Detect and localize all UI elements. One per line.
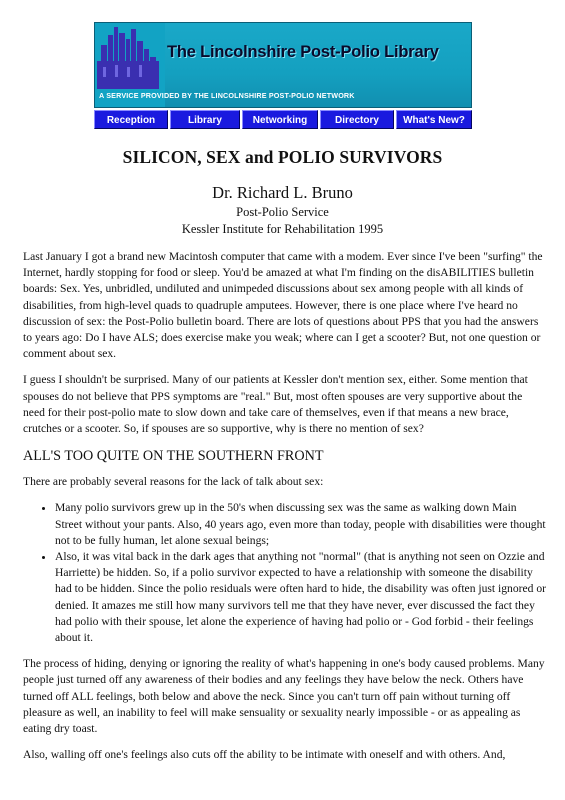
section-heading: ALL'S TOO QUITE ON THE SOUTHERN FRONT xyxy=(23,448,324,465)
list-item: • Also, it was vital back in the dark ages that anything not "normal" (that is anything not seen on Ozzie and Harriette) be hidden. So, if a polio survivor expected to have a relationship with someone the disability had to be hidden. Since the polio residuals were often hard to hide, the disability was often just ignored or denied. It amazes me still how many survivors tell me that they have never, ever discussed the fact they had polio with their spouse, let alone the experience of having had polio or - God forbid - their feelings about it. xyxy=(55,549,546,646)
nav-whats-new[interactable]: What's New? xyxy=(396,110,472,129)
nav-library[interactable]: Library xyxy=(170,110,240,129)
paragraph: Also, walling off one's feelings also cuts off the ability to be intimate with oneself and with others. And, xyxy=(23,748,506,762)
nav-reception[interactable]: Reception xyxy=(94,110,168,129)
paragraph: Last January I got a brand new Macintosh computer that came with a modem. Ever since I've been "surfing" the Internet, hardly stopping for food or sleep. You'd be amazed at what I'm finding on the disABILITIES bulletin boards: Sex. Yes, unbridled, undiluted and unimpeded discussions about sex among people with all kinds of disabilities, from high-level quads to quadruple amputees. However, there is one place where I've heard no discussion of sex: the Post-Polio bulletin board. There are lots of questions about PPS that you had the answers to years ago: Do I have ALS; does exercise make you weak; where can I get a scooter? But, not one question or comment about sex. xyxy=(23,250,543,361)
list-item: • Many polio survivors grew up in the 50's when discussing sex was the same as walking down Main Street without your pants. Also, 40 years ago, even more than today, people with disabilities were thought not to be fully human, let alone sexual beings; xyxy=(55,500,546,549)
site-tagline: A SERVICE PROVIDED BY THE LINCOLNSHIRE POST-POLIO NETWORK xyxy=(99,91,355,100)
paragraph: I guess I shouldn't be surprised. Many of our patients at Kessler don't mention sex, either. Some mention that spouses do not believe that PPS symptoms are "real." But, most often spouses are very supportive about the need for their post-polio mate to slow down and take care of themselves, even if that means a new brace, crutches or a scooter. So, if spouses are so supportive, why is there no mention of sex? xyxy=(23,373,528,436)
article-author: Dr. Richard L. Bruno xyxy=(212,183,353,202)
main-nav xyxy=(94,110,472,129)
nav-networking[interactable]: Networking xyxy=(242,110,318,129)
author-affiliation-service: Post-Polio Service xyxy=(236,205,329,219)
paragraph: There are probably several reasons for the lack of talk about sex: xyxy=(23,475,324,489)
site-banner[interactable] xyxy=(94,22,472,108)
site-title: The Lincolnshire Post-Polio Library xyxy=(167,43,439,61)
reasons-list xyxy=(23,500,546,646)
paragraph: The process of hiding, denying or ignoring the reality of what's happening in one's body caused problems. Many people just turned off any awareness of their bodies and any feelings they have below the neck. Others have turned off ALL feelings, both below and above the neck. Since you can't turn off pain without turning off pleasure as well, an inability to feel will make sensuality or sexuality nearly impossible - or as appealing as eating dry toast. xyxy=(23,657,545,736)
author-affiliation-institute: Kessler Institute for Rehabilitation 1995 xyxy=(181,222,384,236)
article-title: SILICON, SEX and POLIO SURVIVORS xyxy=(122,147,443,167)
nav-directory[interactable]: Directory xyxy=(320,110,394,129)
article-body xyxy=(23,249,546,773)
